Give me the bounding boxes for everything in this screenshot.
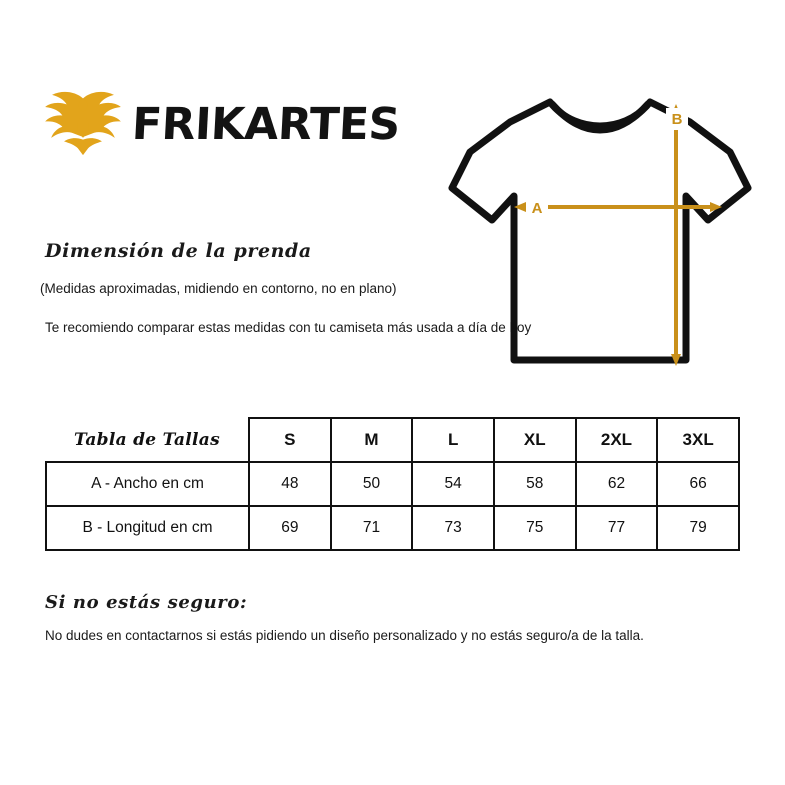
cell-length-m: 71 bbox=[331, 506, 413, 550]
cell-width-s: 48 bbox=[249, 462, 331, 506]
table-row bbox=[46, 506, 739, 550]
table-header-row bbox=[46, 418, 739, 462]
cell-width-m: 50 bbox=[331, 462, 413, 506]
svg-text:B: B bbox=[671, 110, 683, 128]
dimension-subnote: (Medidas aproximadas, midiendo en contorno, no en plano) bbox=[40, 281, 397, 296]
cell-length-l: 73 bbox=[412, 506, 494, 550]
tshirt-diagram bbox=[440, 60, 760, 390]
table-row bbox=[46, 462, 739, 506]
size-header-l: L bbox=[412, 418, 494, 462]
table-corner-label: Tabla de Tallas bbox=[46, 418, 249, 462]
svg-text:A: A bbox=[531, 199, 543, 217]
cell-width-3xl: 66 bbox=[657, 462, 739, 506]
recommendation-text: Te recomiendo comparar estas medidas con tu camiseta más usada a día de hoy bbox=[45, 320, 532, 335]
row-label-length: B - Longitud en cm bbox=[46, 506, 249, 550]
size-header-m: M bbox=[331, 418, 413, 462]
cell-length-s: 69 bbox=[249, 506, 331, 550]
size-header-2xl: 2XL bbox=[576, 418, 658, 462]
footer-heading: Si no estás seguro: bbox=[45, 592, 248, 613]
cell-width-l: 54 bbox=[412, 462, 494, 506]
dimension-heading: Dimensión de la prenda bbox=[45, 240, 312, 262]
size-table-wrapper bbox=[45, 417, 740, 551]
cell-length-2xl: 77 bbox=[576, 506, 658, 550]
brand-name: FRIKARTES bbox=[130, 99, 401, 150]
size-header-s: S bbox=[249, 418, 331, 462]
footer-text: No dudes en contactarnos si estás pidiendo un diseño personalizado y no estás seguro/a de la talla. bbox=[45, 628, 644, 643]
eagle-logo-icon bbox=[40, 88, 126, 162]
size-header-3xl: 3XL bbox=[657, 418, 739, 462]
cell-length-3xl: 79 bbox=[657, 506, 739, 550]
row-label-width: A - Ancho en cm bbox=[46, 462, 249, 506]
cell-width-2xl: 62 bbox=[576, 462, 658, 506]
cell-width-xl: 58 bbox=[494, 462, 576, 506]
brand-logo bbox=[40, 88, 400, 162]
cell-length-xl: 75 bbox=[494, 506, 576, 550]
size-table bbox=[45, 417, 740, 551]
size-header-xl: XL bbox=[494, 418, 576, 462]
